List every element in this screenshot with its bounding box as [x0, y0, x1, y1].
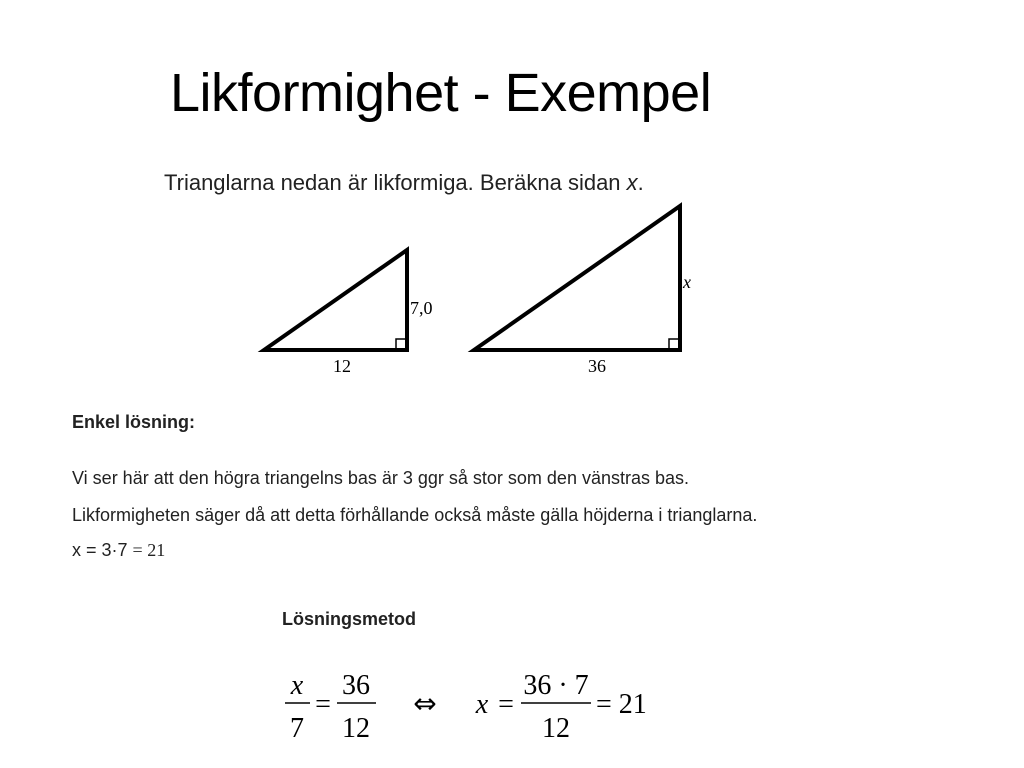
right-base-label: 36 [588, 356, 606, 376]
equivalence-arrow: ⇔ [413, 687, 437, 720]
problem-statement-text: Trianglarna nedan är likformiga. Beräkna sidan [164, 170, 627, 195]
solution-line-1: Vi ser här att den högra triangelns bas är 3 ggr så stor som den vänstras bas. [72, 468, 690, 488]
equals-1: = [315, 689, 331, 720]
right-height-label: x [683, 272, 691, 292]
solution-line-2: Likformigheten säger då att detta förhållande också måste gälla höjderna i trianglarna. [72, 505, 758, 525]
method-heading: Lösningsmetod [282, 609, 416, 629]
left-height-label: 7,0 [410, 298, 433, 318]
frac2-numerator: 36 [342, 670, 370, 701]
frac3-numerator: 36 · 7 [523, 670, 589, 701]
slide-title: Likformighet - Exempel [170, 63, 712, 123]
problem-variable: x [626, 170, 638, 195]
simple-solution-heading: Enkel lösning: [72, 412, 196, 432]
solution-line-3-lhs: x = 3·7 [72, 540, 128, 560]
equals-2: = [498, 689, 514, 720]
frac1-numerator: x [290, 670, 304, 701]
result: = 21 [596, 689, 647, 720]
frac1-denominator: 7 [290, 713, 304, 744]
left-base-label: 12 [333, 356, 351, 376]
frac2-denominator: 12 [342, 713, 370, 744]
problem-statement-end: . [637, 170, 644, 195]
x-variable: x [475, 689, 489, 720]
frac3-denominator: 12 [542, 713, 570, 744]
solution-line-3-rhs: = 21 [132, 540, 166, 560]
